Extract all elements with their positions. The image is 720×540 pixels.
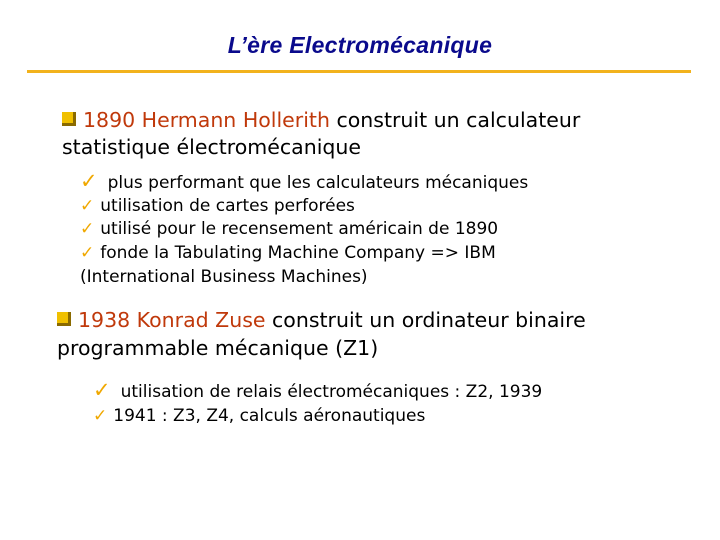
checkmark-icon: ✓ [80, 243, 95, 263]
list-item [80, 170, 528, 195]
bullet-highlight: 1938 Konrad Zuse [78, 308, 266, 332]
bullet-zuse [57, 307, 586, 334]
bullet-text: construit un ordinateur binaire [265, 308, 586, 332]
list-item-text: utilisation de cartes perforées [100, 196, 355, 216]
checkmark-icon: ✓ [93, 378, 111, 402]
list-item [93, 405, 425, 428]
bullet-highlight: 1890 Hermann Hollerith [83, 108, 330, 132]
list-item-text: plus performant que les calculateurs mécaniques [107, 173, 529, 193]
page-title: L’ère Electromécanique [227, 32, 493, 58]
square-bullet-icon [62, 112, 76, 126]
bullet-hollerith-line2: statistique électromécanique [62, 135, 362, 159]
title-underline [27, 70, 691, 73]
list-item [80, 195, 355, 218]
list-item-text: utilisé pour le recensement américain de 1890 [100, 219, 499, 239]
list-item-continuation: (International Business Machines) [80, 267, 368, 287]
checkmark-icon: ✓ [93, 406, 108, 426]
checkmark-icon: ✓ [80, 219, 95, 239]
square-bullet-icon [57, 312, 71, 326]
list-item-text: utilisation de relais électromécaniques : Z2, 1939 [120, 382, 543, 402]
list-item-text: 1941 : Z3, Z4, calculs aéronautiques [113, 406, 426, 426]
bullet-text: construit un calculateur [329, 108, 581, 132]
list-item-text: fonde la Tabulating Machine Company => IBM [100, 243, 496, 263]
checkmark-icon: ✓ [80, 196, 95, 216]
list-item [93, 379, 542, 404]
checkmark-icon: ✓ [80, 169, 98, 193]
bullet-hollerith [62, 107, 580, 134]
bullet-zuse-line2: programmable mécanique (Z1) [57, 336, 379, 360]
list-item [80, 242, 496, 265]
list-item [80, 218, 498, 241]
